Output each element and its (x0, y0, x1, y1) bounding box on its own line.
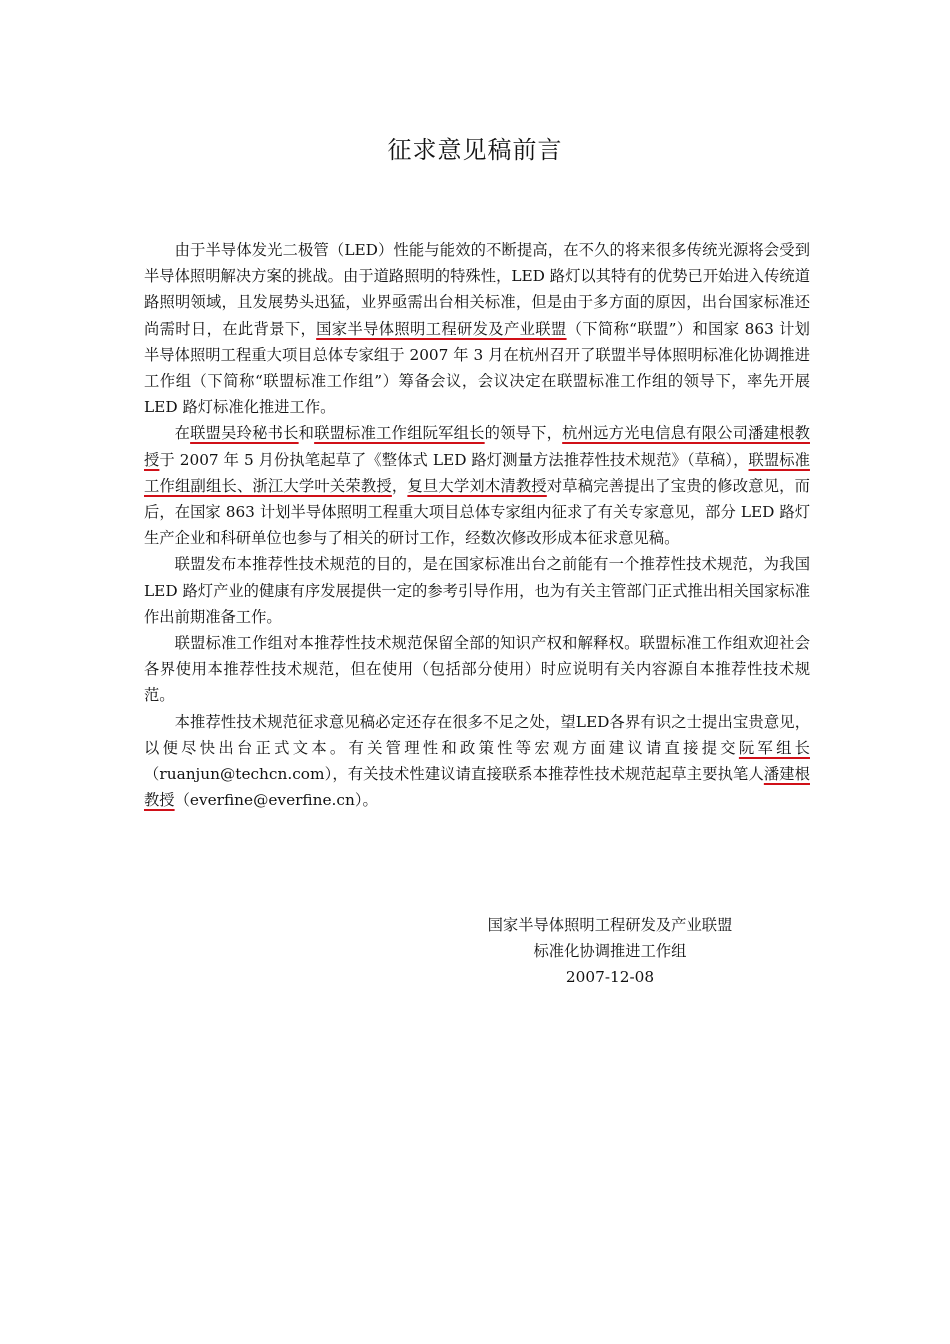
underlined-phrase: 联盟标准工作组副组长、浙江大学叶关荣教授 (144, 450, 810, 495)
text-segment: 联盟标准工作组对本推荐性技术规范保留全部的知识产权和解释权。联盟标准工作组欢迎社会各界使用本推荐性技术规范，但在使用（包括部分使用）时应说明有关内容源自本推荐性技术规范。 (144, 634, 810, 705)
underlined-phrase: 潘建根教授 (144, 765, 810, 810)
text-segment: 的领导下， (484, 424, 563, 443)
paragraph (144, 709, 810, 814)
underlined-phrase: 联盟吴玲秘书长 (190, 424, 299, 443)
preface-body (144, 237, 810, 813)
underlined-phrase: 复旦大学刘木清教授 (407, 476, 547, 495)
signature-date: 2007-12-08 (565, 968, 655, 987)
text-segment: （ruanjun@techcn.com），有关技术性建议请直接联系本推荐性技术规范起草主要执笔人 (144, 765, 764, 784)
underlined-phrase: 杭州远方光电信息有限公司潘建根教授 (144, 424, 810, 469)
signature-group: 标准化协调推进工作组 (533, 942, 687, 961)
text-segment: 由于半导体发光二极管（LED）性能与能效的不断提高，在不久的将来很多传统光源将会受到半导体照明解决方案的挑战。由于道路照明的特殊性，LED 路灯以其特有的优势已开始进入传统道路照明领域，且发展势头迅猛，业界亟需出台相关标准，但是由于多方面的原因，出台国家标准还尚需时日，在此背景下， (144, 241, 810, 338)
page-title: 征求意见稿前言 (387, 136, 563, 164)
signature-org: 国家半导体照明工程研发及产业联盟 (487, 916, 733, 934)
paragraph (144, 551, 810, 630)
text-segment: 和 (298, 424, 315, 443)
text-segment: （下简称“联盟”）和国家 863 计划半导体照明工程重大项目总体专家组于 2007 年 3 月在杭州召开了联盟半导体照明标准化协调推进工作组（下简称“联盟标准工作组”）筹备会议，会议决定在联盟标准工作组的领导下，率先开展 LED 路灯标准化推进工作。 (144, 319, 810, 417)
text-segment: （everfine@everfine.cn）。 (174, 791, 378, 810)
paragraph (144, 237, 810, 420)
text-segment: 本推荐性技术规范征求意见稿必定还存在很多不足之处，望LED各界有识之士提出宝贵意见，以便尽快出台正式文本。有关管理性和政策性等宏观方面建议请直接提交 (144, 712, 810, 757)
text-segment: 在 (174, 424, 191, 443)
paragraph (144, 420, 810, 551)
underlined-phrase: 国家半导体照明工程研发及产业联盟 (316, 319, 567, 338)
text-segment: 于 2007 年 5 月份执笔起草了《整体式 LED 路灯测量方法推荐性技术规范》（草稿）， (159, 450, 749, 469)
text-segment: 对草稿完善提出了宝贵的修改意见，而后，在国家 863 计划半导体照明工程重大项目总体专家组内征求了有关专家意见，部分 LED 路灯生产企业和科研单位也参与了相关的研讨工作，经数次修改形成本征求意见稿。 (144, 476, 810, 548)
text-segment: 联盟发布本推荐性技术规范的目的，是在国家标准出台之前能有一个推荐性技术规范，为我国 LED 路灯产业的健康有序发展提供一定的参考引导作用，也为有关主管部门正式推出相关国家标准作出前期准备工作。 (144, 555, 810, 626)
signature-block (470, 912, 750, 991)
text-segment: ， (391, 476, 408, 495)
underlined-phrase: 联盟标准工作组阮军组长 (314, 424, 485, 443)
underlined-phrase: 阮军组长 (738, 738, 810, 757)
paragraph (144, 630, 810, 709)
